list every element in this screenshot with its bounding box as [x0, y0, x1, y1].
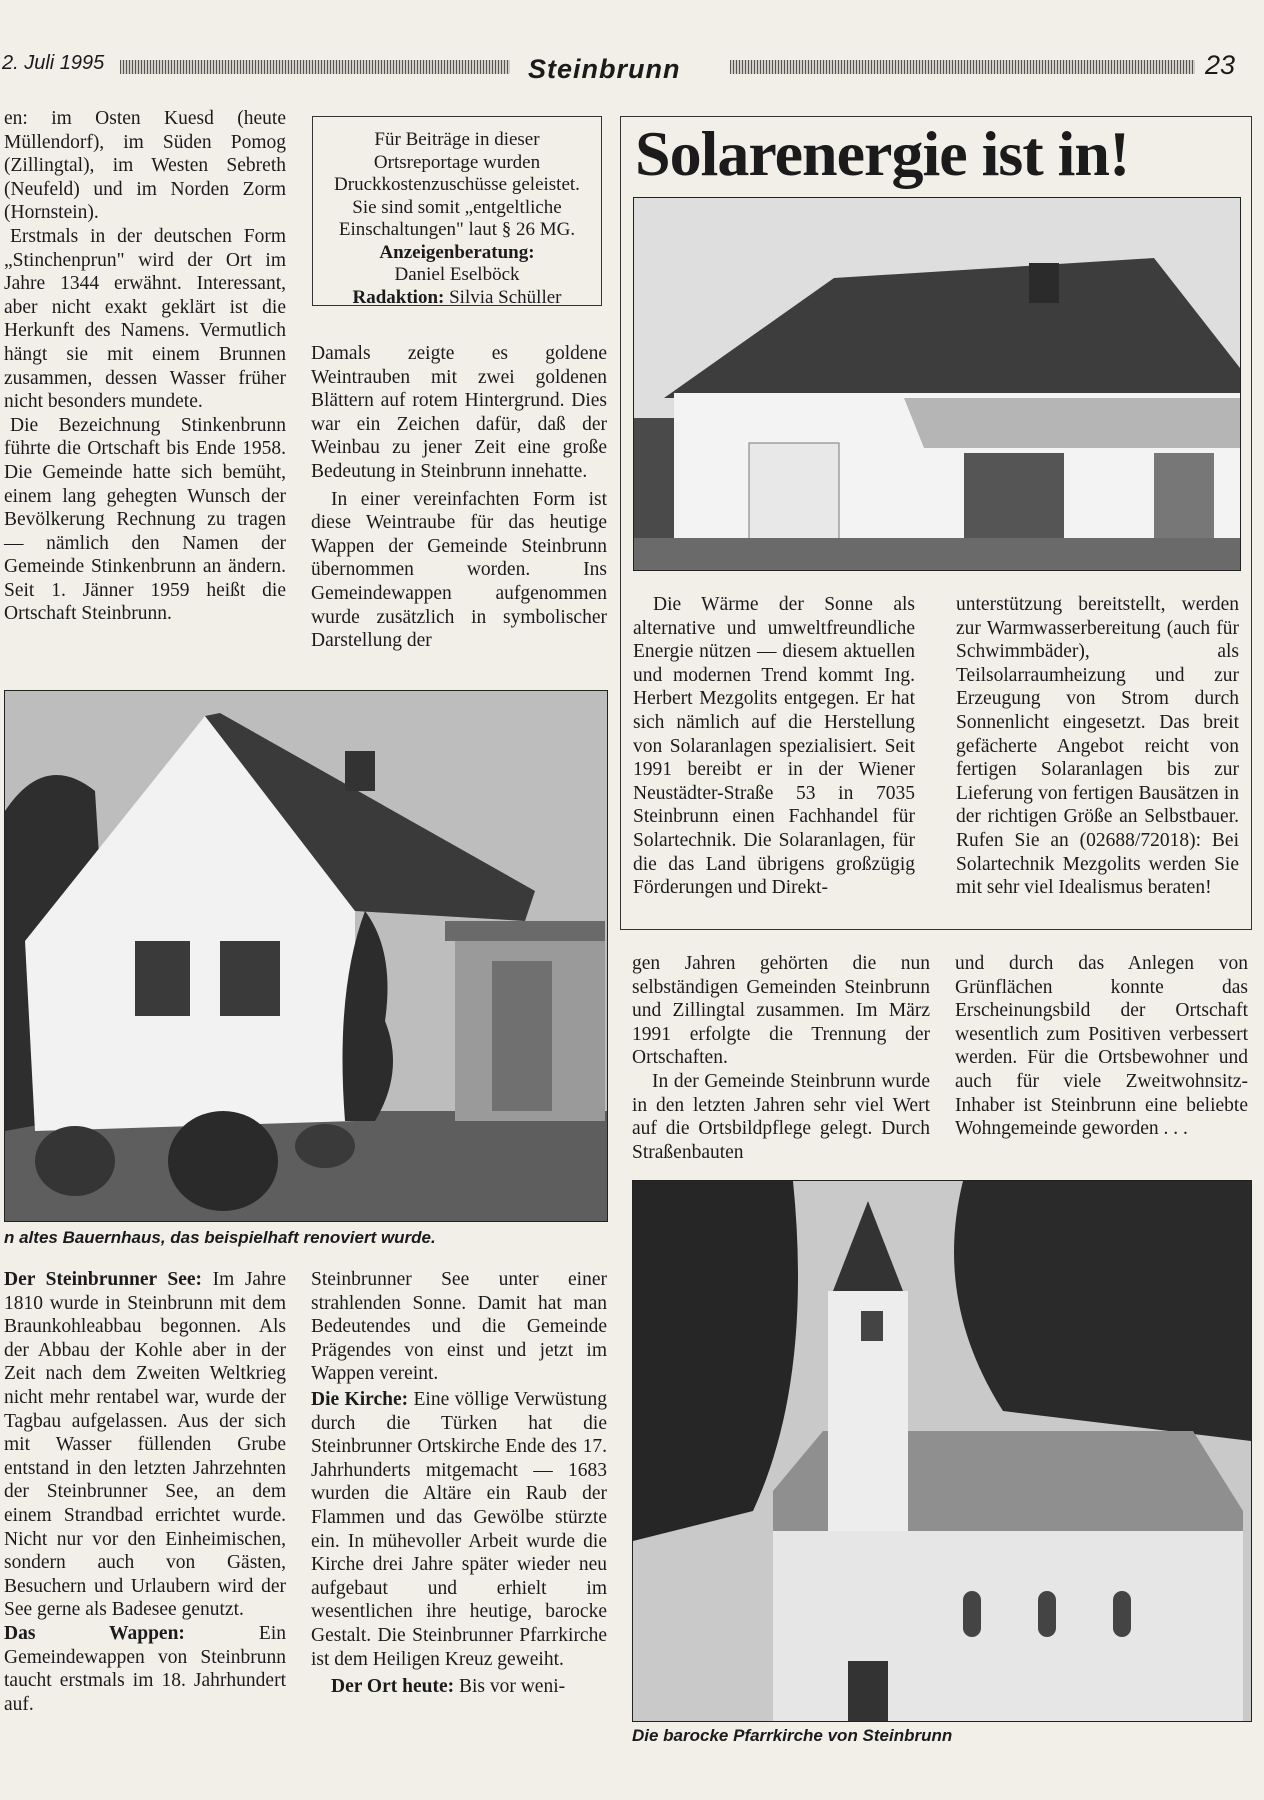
header-rule-right	[730, 60, 1195, 74]
editor-name: Silvia Schüller	[449, 286, 562, 308]
solar-article-box	[620, 116, 1252, 930]
paragraph: In der Gemeinde Steinbrunn wurde in den letzten Jahren sehr viel Wert auf die Ortsbildpflege gelegt. Durch Straßenbauten	[632, 1070, 930, 1163]
paragraph: Der Steinbrunner See: Im Jahre 1810 wurde in Steinbrunn mit dem Braunkohleabbau begonnen. Als der Abbau der Kohle aber in der Zeit nach dem Zweiten Weltkrieg nicht mehr rentabel war, wurde der Tagbau aufgelassen. Aus der sich mit Wasser füllenden Grube entstand in den letzten Jahrzehnten der Steinbrunner See, an dem einem Strandbad errichtet wurde. Nicht nur vor den Einheimischen, sondern auch von Gästen, Besuchern und Urlaubern wird der See gerne als Badesee genutzt.	[4, 1269, 286, 1621]
page-number: 23	[1205, 50, 1236, 80]
paragraph: Steinbrunner See unter einer strahlenden Sonne. Damit hat man Bedeutendes und die Gemeinde Prägendes von einst und jetzt im Wappen vereint.	[311, 1269, 607, 1385]
church-caption: Die barocke Pfarrkirche von Steinbrunn	[632, 1726, 953, 1745]
paragraph: en: im Osten Kuesd (heute Müllendorf), im Süden Pomog (Zillingtal), im Westen Sebreth (Neufeld) und im Norden Zorm (Hornstein).	[4, 108, 286, 224]
header-section: Steinbrunn	[528, 54, 681, 84]
editor-label: Radaktion:	[352, 286, 445, 308]
solar-house-photo	[633, 197, 1241, 571]
col4-mid-text: und durch das Anlegen von Grünflächen konnte das Erscheinungsbild der Ortschaft wesentlich zum Positiven verbessert werden. Für die Ortsbewohner und auch für viele Zweitwohnsitz-Inhaber ist Steinbrunn eine beliebte Wohngemeinde geworden . . .	[955, 953, 1248, 1140]
editor-line	[313, 287, 601, 310]
info-box-text: Für Beiträge in dieser Ortsreportage wurden Druckkostenzuschüsse geleistet. Sie sind somit „entgeltliche Einschaltungen" laut § 26 MG.	[334, 129, 580, 240]
advert-label: Anzeigenberatung:	[379, 241, 535, 263]
church-photo	[632, 1180, 1252, 1722]
header-rule-left	[120, 60, 510, 74]
paragraph: Der Ort heute: Bis vor weni-	[331, 1676, 566, 1698]
paragraph: gen Jahren gehörten die nun selbständigen Gemeinden Steinbrunn und Zillingtal zusammen. Im März 1991 erfolgte die Trennung der Ortschaften.	[632, 953, 930, 1069]
col1-top-text	[4, 107, 286, 626]
col2-bottom-text	[311, 1268, 607, 1699]
paragraph: Erstmals in der deutschen Form „Stinchenprun" wird der Ort im Jahre 1344 erwähnt. Interessant, aber nicht exakt geklärt ist die Herkunft des Namens. Vermutlich hängt sie mit einem Brunnen zusammen, dessen Wasser früher nicht besonders mundete.	[4, 225, 286, 413]
wappen-title: Das Wappen:	[4, 1622, 185, 1644]
col1-bottom-text	[4, 1268, 286, 1716]
kirche-title: Die Kirche:	[311, 1388, 409, 1410]
paragraph: In einer vereinfachten Form ist diese Weintraube für das heutige Wappen der Gemeinde Steinbrunn übernommen worden. Ins Gemeindewappen aufgenommen wurde zusätzlich in symbolischer Darstellung der	[311, 488, 607, 652]
solar-col-b: unterstützung bereitstellt, werden zur Warmwasserbereitung (auch für Schwimmbäder), als Teilsolarraumheizung und zur Erzeugung von Strom durch Sonnenlicht eingesetzt. Das breit gefächerte Angebot reicht von fertigen Solaranlagen bis zur Lieferung von fertigen Bausätzen in der richtigen Größe an Selbstbauer. Rufen Sie an (02688/72018): Bei Solartechnik Mezgolits werden Sie mit sehr viel Idealismus beraten!	[956, 594, 1239, 899]
farmhouse-caption: n altes Bauernhaus, das beispielhaft renoviert wurde.	[4, 1228, 436, 1247]
ort-title: Der Ort heute:	[331, 1676, 455, 1698]
see-title: Der Steinbrunner See:	[4, 1269, 203, 1290]
paragraph: Das Wappen: Ein Gemeindewappen von Steinbrunn taucht erstmals im 18. Jahrhundert auf.	[4, 1622, 286, 1715]
info-box	[312, 116, 602, 306]
col3-mid-text	[632, 952, 930, 1164]
solar-headline: Solarenergie ist in!	[635, 118, 1130, 189]
solar-col-a: Die Wärme der Sonne als alternative und umweltfreundliche Energie nützen — diesem aktuellen und modernen Trend kommt Ing. Herbert Mezgolits entgegen. Er hat sich nämlich auf die Herstellung von Solaranlagen spezialisiert. Seit 1991 bereibt er in der Wiener Neustädter-Straße 53 in 7035 Steinbrunn einen Fachhandel für Solartechnik. Die Solaranlagen, für die das Land übrigens großzügig Förderungen und Direkt-	[633, 594, 915, 899]
paragraph: Die Bezeichnung Stinkenbrunn führte die Ortschaft bis Ende 1958. Die Gemeinde hatte sich bemüht, einem lang gehegten Wunsch der Bevölkerung Rechnung zu tragen — nämlich den Namen der Gemeinde Stinkenbrunn an ändern. Seit 1. Jänner 1959 heißt die Ortschaft Steinbrunn.	[4, 414, 286, 625]
col2-top-text	[311, 342, 607, 653]
advert-name: Daniel Eselböck	[394, 264, 520, 285]
paragraph: Damals zeigte es goldene Weintrauben mit zwei goldenen Blättern auf rotem Hintergrund. Dies war ein Zeichen dafür, daß der Weinbau zu jener Zeit eine große Bedeutung in Steinbrunn innehatte.	[311, 343, 607, 482]
header-date: 2. Juli 1995	[2, 52, 105, 74]
farmhouse-photo	[4, 690, 608, 1222]
paragraph: Die Kirche: Eine völlige Verwüstung durch die Türken hat die Steinbrunner Ortskirche Ende des 17. Jahrhunderts mitgemacht — 1683 wurden die Altäre ein Raub der Flammen und das Gewölbe stürzte ein. In mühevoller Arbeit wurde die Kirche drei Jahre später wieder neu aufgebaut und erhielt im wesentlichen ihre heutige, barocke Gestalt. Die Steinbrunner Pfarrkirche ist dem Heiligen Kreuz geweiht.	[311, 1388, 607, 1670]
